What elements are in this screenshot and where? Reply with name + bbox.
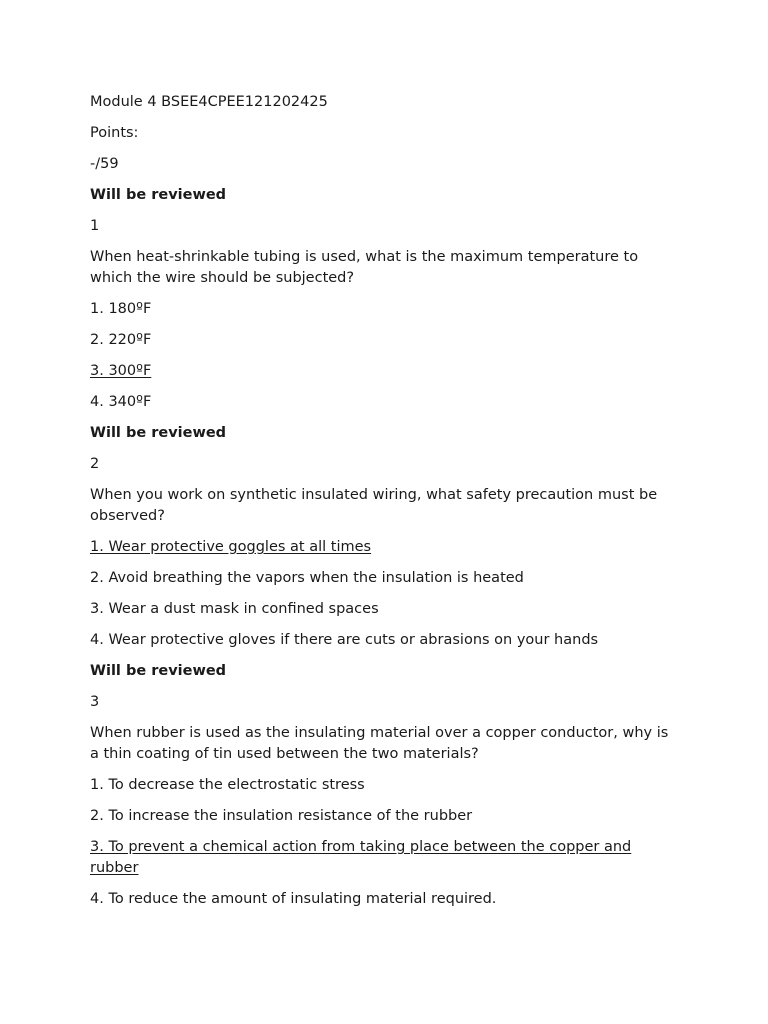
question-number: 2	[90, 456, 100, 472]
question-text: When rubber is used as the insulating material over a copper conductor, why is a thin coating of tin used between the two materials?	[90, 725, 669, 762]
question-block-1	[90, 185, 678, 413]
question-text: When heat-shrinkable tubing is used, what is the maximum temperature to which the wire should be subjected?	[90, 249, 639, 286]
answer-option[interactable]: 1. To decrease the electrostatic stress	[90, 777, 365, 793]
review-status: Will be reviewed	[90, 187, 227, 203]
review-status: Will be reviewed	[90, 663, 227, 679]
document-title: Module 4 BSEE4CPEE121202425	[90, 94, 328, 110]
points-value: -/59	[90, 156, 119, 172]
question-number: 3	[90, 694, 100, 710]
points-label: Points:	[90, 125, 139, 141]
answer-option[interactable]: 4. Wear protective gloves if there are cuts or abrasions on your hands	[90, 632, 599, 648]
answer-option[interactable]: 4. 340ºF	[90, 394, 152, 410]
question-block-2	[90, 423, 678, 651]
answer-option-selected[interactable]: 1. Wear protective goggles at all times	[90, 539, 372, 555]
answer-option-selected[interactable]: 3. To prevent a chemical action from taking place between the copper and rubber	[90, 839, 632, 876]
answer-option[interactable]: 4. To reduce the amount of insulating material required.	[90, 891, 497, 907]
answer-option[interactable]: 2. Avoid breathing the vapors when the insulation is heated	[90, 570, 524, 586]
question-number: 1	[90, 218, 100, 234]
answer-option[interactable]: 1. 180ºF	[90, 301, 152, 317]
answer-option-selected[interactable]: 3. 300ºF	[90, 363, 152, 379]
question-text: When you work on synthetic insulated wiring, what safety precaution must be observed?	[90, 487, 658, 524]
review-status: Will be reviewed	[90, 425, 227, 441]
answer-option[interactable]: 2. 220ºF	[90, 332, 152, 348]
answer-option[interactable]: 3. Wear a dust mask in confined spaces	[90, 601, 379, 617]
answer-option[interactable]: 2. To increase the insulation resistance of the rubber	[90, 808, 473, 824]
question-block-3	[90, 661, 678, 910]
